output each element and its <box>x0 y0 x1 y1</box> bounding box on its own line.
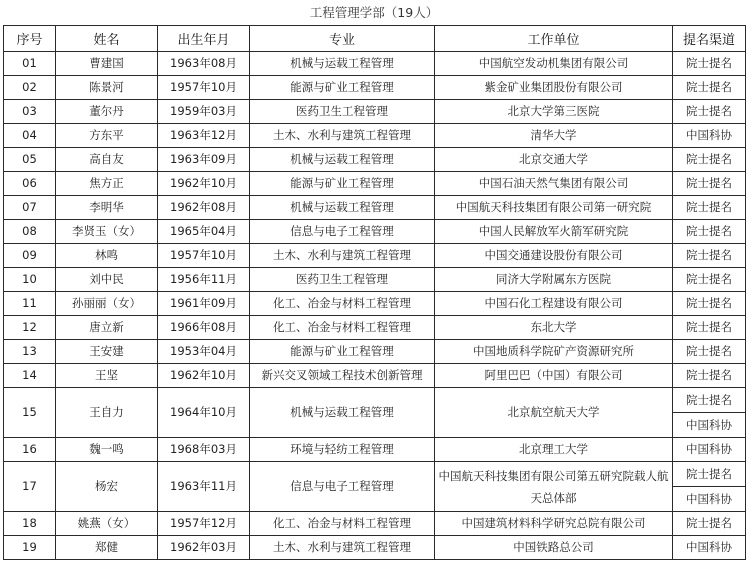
cell-birth: 1962年10月 <box>158 172 250 196</box>
cell-no: 19 <box>4 536 56 560</box>
cell-channel: 院士提名 <box>673 512 746 536</box>
cell-channel: 院士提名 <box>673 340 746 364</box>
table-caption: 工程管理学部（19人） <box>309 5 439 20</box>
cell-no: 14 <box>4 364 56 388</box>
table-row <box>4 536 746 560</box>
table-row <box>4 364 746 388</box>
cell-unit: 中国建筑材料科学研究总院有限公司 <box>435 512 673 536</box>
cell-birth: 1953年04月 <box>158 340 250 364</box>
cell-major: 化工、冶金与材料工程管理 <box>250 292 435 316</box>
cell-no: 01 <box>4 52 56 76</box>
header-major: 专业 <box>250 26 435 52</box>
cell-birth: 1962年10月 <box>158 364 250 388</box>
cell-name: 陈景河 <box>56 76 158 100</box>
table-body <box>4 52 746 560</box>
cell-birth: 1966年08月 <box>158 316 250 340</box>
cell-birth: 1957年12月 <box>158 512 250 536</box>
cell-name: 王自力 <box>56 388 158 438</box>
cell-major: 能源与矿业工程管理 <box>250 76 435 100</box>
cell-name: 李明华 <box>56 196 158 220</box>
header-birth: 出生年月 <box>158 26 250 52</box>
cell-no: 04 <box>4 124 56 148</box>
cell-name: 方东平 <box>56 124 158 148</box>
cell-unit: 中国铁路总公司 <box>435 536 673 560</box>
cell-major: 信息与电子工程管理 <box>250 462 435 512</box>
cell-channel <box>673 462 746 512</box>
cell-unit: 东北大学 <box>435 316 673 340</box>
cell-major: 能源与矿业工程管理 <box>250 172 435 196</box>
channel-entry: 中国科协 <box>673 412 745 437</box>
cell-birth: 1968年03月 <box>158 438 250 462</box>
cell-unit: 中国航空发动机集团有限公司 <box>435 52 673 76</box>
cell-name: 李贤玉（女） <box>56 220 158 244</box>
cell-unit: 北京交通大学 <box>435 148 673 172</box>
cell-birth: 1964年10月 <box>158 388 250 438</box>
cell-channel: 中国科协 <box>673 438 746 462</box>
cell-no: 02 <box>4 76 56 100</box>
cell-unit: 清华大学 <box>435 124 673 148</box>
table-row <box>4 52 746 76</box>
cell-major: 化工、冶金与材料工程管理 <box>250 316 435 340</box>
cell-channel: 院士提名 <box>673 268 746 292</box>
cell-unit: 中国石油天然气集团有限公司 <box>435 172 673 196</box>
cell-no: 18 <box>4 512 56 536</box>
cell-unit: 中国石化工程建设有限公司 <box>435 292 673 316</box>
cell-name: 唐立新 <box>56 316 158 340</box>
cell-no: 03 <box>4 100 56 124</box>
cell-no: 13 <box>4 340 56 364</box>
table-row <box>4 148 746 172</box>
cell-name: 曹建国 <box>56 52 158 76</box>
table-row <box>4 316 746 340</box>
header-name: 姓名 <box>56 26 158 52</box>
cell-channel: 院士提名 <box>673 244 746 268</box>
cell-birth: 1957年10月 <box>158 244 250 268</box>
cell-channel: 院士提名 <box>673 316 746 340</box>
cell-no: 05 <box>4 148 56 172</box>
cell-birth: 1963年12月 <box>158 124 250 148</box>
cell-major: 土木、水利与建筑工程管理 <box>250 244 435 268</box>
table-row <box>4 292 746 316</box>
channel-entry: 中国科协 <box>673 486 745 511</box>
cell-channel <box>673 388 746 438</box>
cell-major: 化工、冶金与材料工程管理 <box>250 512 435 536</box>
table-row <box>4 462 746 512</box>
cell-name: 孙丽丽（女） <box>56 292 158 316</box>
cell-unit: 中国航天科技集团有限公司第一研究院 <box>435 196 673 220</box>
table-row <box>4 100 746 124</box>
cell-name: 刘中民 <box>56 268 158 292</box>
cell-birth: 1963年08月 <box>158 52 250 76</box>
cell-major: 土木、水利与建筑工程管理 <box>250 124 435 148</box>
cell-unit: 中国交通建设股份有限公司 <box>435 244 673 268</box>
cell-major: 新兴交叉领域工程技术创新管理 <box>250 364 435 388</box>
cell-no: 08 <box>4 220 56 244</box>
header-channel: 提名渠道 <box>673 26 746 52</box>
cell-unit: 紫金矿业集团股份有限公司 <box>435 76 673 100</box>
cell-channel: 院士提名 <box>673 148 746 172</box>
table-row <box>4 196 746 220</box>
cell-major: 医药卫生工程管理 <box>250 100 435 124</box>
cell-unit: 中国人民解放军火箭军研究院 <box>435 220 673 244</box>
cell-channel: 中国科协 <box>673 124 746 148</box>
table-row <box>4 268 746 292</box>
cell-no: 09 <box>4 244 56 268</box>
header-no: 序号 <box>4 26 56 52</box>
cell-no: 07 <box>4 196 56 220</box>
table-row <box>4 244 746 268</box>
cell-unit: 北京理工大学 <box>435 438 673 462</box>
cell-name: 郑健 <box>56 536 158 560</box>
cell-major: 土木、水利与建筑工程管理 <box>250 536 435 560</box>
cell-birth: 1962年03月 <box>158 536 250 560</box>
cell-major: 机械与运载工程管理 <box>250 196 435 220</box>
cell-no: 17 <box>4 462 56 512</box>
cell-channel: 院士提名 <box>673 196 746 220</box>
table-row <box>4 388 746 438</box>
table-row <box>4 220 746 244</box>
cell-no: 06 <box>4 172 56 196</box>
cell-channel: 院士提名 <box>673 172 746 196</box>
table-row <box>4 340 746 364</box>
cell-birth: 1961年09月 <box>158 292 250 316</box>
cell-name: 林鸣 <box>56 244 158 268</box>
cell-unit: 中国航天科技集团有限公司第五研究院载人航天总体部 <box>435 462 673 512</box>
table-row <box>4 438 746 462</box>
cell-major: 信息与电子工程管理 <box>250 220 435 244</box>
header-unit: 工作单位 <box>435 26 673 52</box>
cell-channel: 院士提名 <box>673 76 746 100</box>
cell-name: 王坚 <box>56 364 158 388</box>
cell-major: 能源与矿业工程管理 <box>250 340 435 364</box>
cell-name: 王安建 <box>56 340 158 364</box>
table-row <box>4 124 746 148</box>
cell-no: 10 <box>4 268 56 292</box>
cell-name: 高自友 <box>56 148 158 172</box>
cell-major: 环境与轻纺工程管理 <box>250 438 435 462</box>
cell-no: 15 <box>4 388 56 438</box>
cell-name: 姚燕（女） <box>56 512 158 536</box>
table-header-row <box>4 26 746 52</box>
cell-unit: 同济大学附属东方医院 <box>435 268 673 292</box>
channel-entry: 院士提名 <box>686 467 732 481</box>
cell-name: 董尔丹 <box>56 100 158 124</box>
cell-no: 11 <box>4 292 56 316</box>
cell-birth: 1963年11月 <box>158 462 250 512</box>
cell-channel: 院士提名 <box>673 220 746 244</box>
table-row <box>4 76 746 100</box>
academician-table <box>3 25 746 560</box>
cell-birth: 1965年04月 <box>158 220 250 244</box>
cell-no: 12 <box>4 316 56 340</box>
cell-unit: 中国地质科学院矿产资源研究所 <box>435 340 673 364</box>
cell-channel: 院士提名 <box>673 292 746 316</box>
cell-major: 机械与运载工程管理 <box>250 388 435 438</box>
cell-name: 魏一鸣 <box>56 438 158 462</box>
cell-birth: 1962年08月 <box>158 196 250 220</box>
table-row <box>4 512 746 536</box>
cell-channel: 院士提名 <box>673 100 746 124</box>
cell-name: 焦方正 <box>56 172 158 196</box>
cell-birth: 1956年11月 <box>158 268 250 292</box>
cell-major: 医药卫生工程管理 <box>250 268 435 292</box>
cell-major: 机械与运载工程管理 <box>250 52 435 76</box>
cell-channel: 院士提名 <box>673 52 746 76</box>
cell-birth: 1957年10月 <box>158 76 250 100</box>
cell-birth: 1959年03月 <box>158 100 250 124</box>
cell-channel: 院士提名 <box>673 364 746 388</box>
cell-channel: 中国科协 <box>673 536 746 560</box>
channel-entry: 院士提名 <box>686 393 732 407</box>
cell-birth: 1963年09月 <box>158 148 250 172</box>
table-row <box>4 172 746 196</box>
cell-name: 杨宏 <box>56 462 158 512</box>
cell-no: 16 <box>4 438 56 462</box>
cell-unit: 阿里巴巴（中国）有限公司 <box>435 364 673 388</box>
cell-unit: 北京航空航天大学 <box>435 388 673 438</box>
cell-major: 机械与运载工程管理 <box>250 148 435 172</box>
cell-unit: 北京大学第三医院 <box>435 100 673 124</box>
